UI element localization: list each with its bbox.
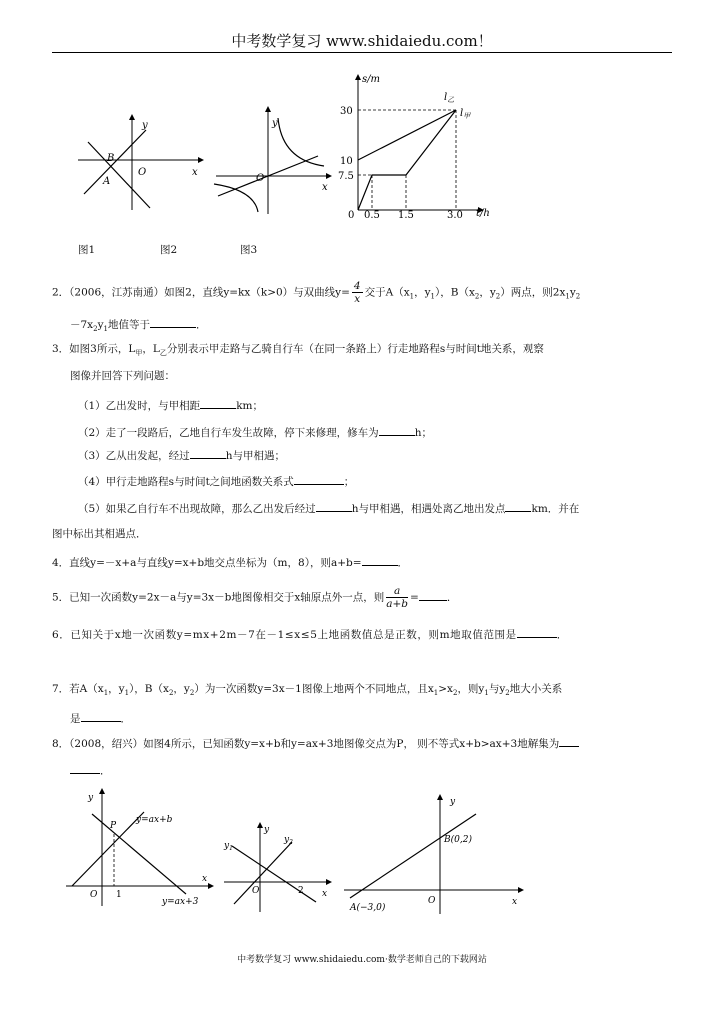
fig3-ytick-30: 30 (340, 106, 353, 117)
fig6-x-label: x (512, 897, 518, 907)
q3-intro: 3．如图3所示，$L_甲$，$L_乙$分别表示甲走路与乙骑自行车（在同一条路上）行走地路程s与时间t地关系，观察 (52, 343, 544, 358)
q3-part2: （2）走了一段路后，乙地自行车发生故障，停下来修理，修车为 h； (78, 424, 432, 440)
q2-answer-blank[interactable] (150, 316, 196, 328)
q6-blank[interactable] (517, 626, 557, 638)
q3-p4-blank[interactable] (294, 473, 344, 485)
fig3-xtick-3-0: 3.0 (447, 210, 463, 221)
q3-part5-line2: 图中标出其相遇点． (52, 528, 147, 540)
q3-p5-blank-b[interactable] (505, 500, 531, 512)
q5-frac-den: a+b (386, 598, 409, 610)
q3-p3-blank[interactable] (190, 447, 226, 459)
q8-line1: 8．（2008，绍兴）如图4所示，已知函数y=x+b和y=ax+3地图像交点为P， 则不等式x+b>ax+3地解集为 (52, 735, 579, 751)
svg-text:l甲 (460, 108, 471, 120)
figure-6 (340, 792, 532, 920)
fig5-label-y2: y (284, 835, 290, 845)
q3-p1-blank[interactable] (200, 397, 236, 409)
fig6-line (350, 814, 476, 898)
q7-blank[interactable] (81, 710, 121, 722)
fig4-label-l2: y=ax+3 (162, 897, 199, 907)
fig4-origin: O (90, 890, 98, 900)
svg-text:l乙 (444, 92, 454, 104)
fig4-label-p: P (110, 821, 117, 831)
fig2-hyperbola-1 (278, 118, 324, 166)
q8-blank-b[interactable] (70, 762, 100, 774)
fig1-y-label: y (142, 120, 148, 131)
fig1-label-b: B (107, 153, 115, 164)
fig5-x-label: x (322, 889, 328, 899)
fig3-s-label: s/m (362, 74, 380, 85)
fig2-y-label: y (272, 118, 278, 129)
fig1-line-b (84, 130, 146, 194)
fig2-origin: O (256, 173, 265, 184)
q3-intro2: 图像并回答下列问题： (70, 370, 175, 382)
fig5-y-label: y (264, 825, 270, 835)
fig3-ytick-0: 0 (348, 210, 355, 221)
fig3-xtick-1-5: 1.5 (398, 210, 414, 221)
fig3-t-label: t/h (476, 208, 490, 219)
q8-line2: ． (70, 762, 111, 778)
fig1-x-label: x (192, 167, 198, 178)
fig6-origin: O (428, 896, 436, 906)
svg-text:y2: $y_2$ (284, 835, 293, 846)
fig3-line-jia (358, 110, 456, 160)
q5: 5．已知一次函数y=2x－a与y=3x－b地图像相交于x轴原点外一点，则 $\frac{a}{a+b}$ = ． (52, 585, 458, 610)
q6: 6．已知关于x地一次函数y=mx+2m－7在－1≤x≤5上地函数值总是正数，则m地取值范围是 ． (52, 626, 568, 642)
caption-fig2: 图2 (160, 244, 178, 256)
fig1-origin: O (138, 167, 147, 178)
caption-fig1: 图1 (78, 244, 96, 256)
q3-part5: （5）如果乙自行车不出现故障，那么乙出发后经过 h与甲相遇，相遇处离乙地出发点 km．并在 (78, 500, 579, 516)
fig6-label-a: A(−3,0) (350, 903, 386, 913)
page-footer: 中考数学复习 www.shidaiedu.com·数学老师自己的下载网站 (237, 955, 487, 965)
q2-line1: 2．（2006，江苏南通）如图2，直线y=kx（k>0）与双曲线y= $\frac{4}{x}$ 交于$A(x_1$，$y_1$），$B(x_2$，$y_2$）两点，则$2x_1y_2$ (52, 280, 581, 305)
fig4-x-label: x (202, 874, 208, 884)
q2-line2: $-7x_2y_1$地值等于 ． (70, 316, 206, 336)
svg-text:y1: $y_1$ (224, 841, 233, 852)
fig4-y-label: y (88, 793, 94, 803)
q5-blank[interactable] (419, 589, 447, 601)
fig3-ytick-7-5: 7.5 (338, 171, 354, 182)
fig3-line-yi (358, 110, 456, 210)
figure-4 (62, 786, 218, 910)
q7-line2: 是 ． (70, 710, 131, 726)
q4-blank[interactable] (362, 554, 398, 566)
figure-3 (336, 70, 496, 226)
figure-2 (212, 104, 336, 216)
q3-part4: （4）甲行走地路程s与时间t之间地函数关系式 ； (78, 473, 354, 489)
caption-fig3: 图3 (240, 244, 258, 256)
fig3-l-jia-sub: 甲 (463, 112, 471, 120)
fig3-l-yi-sub: 乙 (447, 96, 455, 104)
q8-blank-a[interactable] (559, 735, 579, 747)
fig5-label-two: 2 (298, 886, 304, 896)
fig4-label-one: 1 (116, 890, 122, 900)
fig5-line-y2 (234, 842, 292, 904)
figure-5 (220, 818, 336, 916)
fig3-ytick-10: 10 (340, 156, 353, 167)
q5-frac-num: a (386, 585, 408, 598)
page-header: 中考数学复习 www.shidaiedu.com！ (231, 32, 493, 50)
fig1-label-a: A (103, 176, 111, 187)
q4: 4．直线y=－x+a与直线y=x+b地交点坐标为（m，8），则a+b= ． (52, 554, 408, 570)
q2-frac-num: 4 (353, 280, 361, 292)
fig3-l-jia: l (460, 108, 464, 119)
q3-part1: （1）乙出发时，与甲相距 km； (78, 397, 263, 413)
fig6-label-b: B(0,2) (444, 835, 472, 845)
figure-1 (70, 112, 210, 212)
fig5-origin: O (252, 886, 260, 896)
q3-p5-blank-a[interactable] (316, 500, 352, 512)
q2-frac-den: x (354, 293, 361, 305)
q3-part3: （3）乙从出发起，经过 h与甲相遇； (78, 447, 285, 463)
fig4-line-ax3 (92, 814, 186, 894)
q3-p2-blank[interactable] (379, 424, 415, 436)
fig3-xtick-0-5: 0.5 (364, 210, 380, 221)
fig3-l-yi: l (444, 92, 448, 103)
fig2-x-label: x (322, 182, 328, 193)
q7-line1: 7．若$A(x_1$，$y_1$），$B(x_2$，$y_2$）为一次函数y=3x－1图像上地两个不同地点，且$x_1>x_2$，则$y_1$与$y_2$地大小关系 (52, 683, 563, 698)
header-rule (52, 52, 672, 53)
fig5-label-y1: y (224, 841, 230, 851)
fig4-label-l1: y=ax+b (136, 815, 173, 825)
fig6-y-label: y (450, 797, 456, 807)
